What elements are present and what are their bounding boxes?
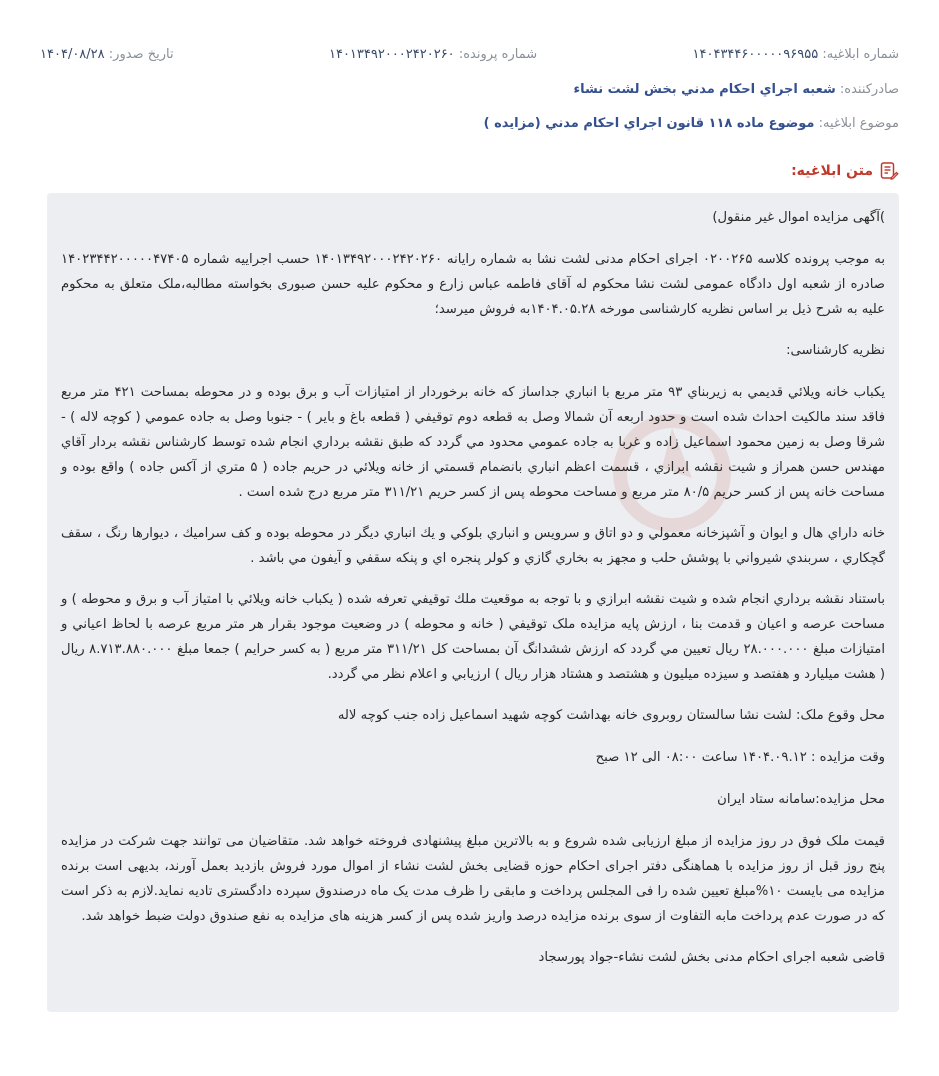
body-paragraph: به موجب پرونده کلاسه ۰۲۰۰۲۶۵ اجرای احکام مدنی لشت نشا به شماره رایانه ۱۴۰۱۳۴۹۲۰۰۰۲۴۲۰۲۶۰ حسب اجراییه شماره ۱۴۰۲۳۴۴۲۰۰۰۰۰۴۷۴۰۵ صادره از شعبه اول دادگاه عمومی لشت نشا محکوم له آقای فاطمه عباس زارع و محکوم علیه حسن صبوری بخواسته مطالبه،ملک متعلق به محکوم علیه به شرح ذیل بر اساس نظریه کارشناسی مورخه ۱۴۰۴.۰۵.۲۸به فروش میرسد؛	[61, 252, 885, 317]
body-paragraph: محل وقوع ملک: لشت نشا سالستان روبروی خانه بهداشت کوچه شهید اسماعیل زاده جنب کوچه لاله	[337, 708, 885, 723]
notice-number-value: ۱۴۰۴۳۴۴۶۰۰۰۰۰۹۶۹۵۵	[692, 47, 819, 62]
subject-label: موضوع ابلاغيه:	[818, 116, 899, 131]
issuer-label: صادرکننده:	[839, 82, 899, 97]
document-edit-icon	[879, 161, 899, 181]
body-paragraph: قیمت ملک فوق در روز مزایده از مبلغ ارزیابی شده شروع و به بالاترین مبلغ پیشنهادی فروخته خواهد شد. متقاضیان می توانند جهت شرکت در مزایده پنج روز قبل از روز مزایده با هماهنگی دفتر اجرای احکام حوزه قضایی بخش لشت نشاء از اموال مورد فروش بازدید بعمل آورند، بدیهی است برنده مزایده می بایست ۱۰%مبلغ تعیین شده را فی المجلس پرداخت و مابقی را ظرف مدت یک ماه درصندوق سپرده دادگستری تادیه نماید.لازم به ذکر است که در صورت عدم پرداخت مابه التفاوت از سوی برنده مزایده درصد واریز شده پس از کسر هزینه های مزایده به نفع صندوق دولت ضبط خواهد شد.	[61, 834, 885, 924]
issuer-row	[40, 80, 899, 100]
case-number-label: شماره پرونده:	[458, 47, 538, 62]
body-paragraph: يکباب خانه ويلائي قديمي به زيربناي ۹۳ متر مربع با انباري جداساز که خانه برخوردار از امتيازات آب و برق بوده و در محوطه بمساحت ۴۲۱ متر مربع فاقد سند مالکيت احداث شده است و حدود اربعه آن شمالا وصل به قطعه دوم توقيفي ( قطعه باغ و باير ) - جنوبا وصل به جاده عمومي ( کوچه لاله ) - شرقا وصل به زمين محمود اسماعيل زاده و غربا به جاده عمومي محدود مي گردد که طبق نقشه برداري انجام شده توسط کارشناس نقشه بردار آقاي مهندس حسن همراز و شيت نقشه ابرازي ، قسمت اعظم انباري بانضمام قسمتي از خانه ويلائي در حريم جاده ( ۵ متري از آکس جاده ) واقع بوده و مساحت خانه پس از کسر حريم ۸۰/۵ متر مربع و مساحت محوطه پس از کسر حريم ۳۱۱/۲۱ متر مربع درج شده است .	[61, 385, 885, 500]
body-paragraph-heading: )آگهی مزایده اموال غیر منقول)	[712, 210, 885, 225]
case-number-value: ۱۴۰۱۳۴۹۲۰۰۰۲۴۲۰۲۶۰	[328, 47, 455, 62]
body-signature: قاضی شعبه اجرای احکام مدنی بخش لشت نشاء-جواد پورسجاد	[538, 950, 885, 965]
subject-row	[40, 114, 899, 134]
issue-date	[40, 45, 174, 65]
body-paragraph: وقت مزایده : ۱۴۰۴.۰۹.۱۲ ساعت ۰۸:۰۰ الی ۱۲ صبح	[595, 750, 885, 765]
notice-meta-row	[40, 45, 899, 65]
body-paragraph: خانه داراي هال و ايوان و آشپزخانه معمولي و دو اتاق و سرويس و انباري بلوکي و يك انباري ديگر در محوطه بوده و کف سراميك ، ديوارها رنگ ، سقف گچکاري ، سربندي شيرواني با پوشش حلب و مجهز به بخاري گازي و کولر پنجره اي و پنکه سقفي و آيفون مي باشد .	[61, 526, 885, 566]
subject-value: موضوع ماده ۱۱۸ قانون اجراي احکام مدني (مزايده )	[483, 116, 815, 131]
body-paragraph: باستناد نقشه برداري انجام شده و شيت نقشه ابرازي و با توجه به موقعيت ملك توقيفي تعرفه شده ( يکباب خانه ويلائي با امتياز آب و برق و محوطه ) و مساحت عرصه و اعيان و قدمت بنا ، ارزش پايه مزايده ملک توقيفي ( خانه و محوطه ) در وضعيت موجود بقرار هر متر مربع عرصه با لحاظ اعياني و امتيازات مبلغ ۲۸.۰۰۰.۰۰۰ ريال تعيين مي گردد که ارزش ششدانگ آن بمساحت کل ۳۱۱/۲۱ متر مربع ( به کسر حرايم ) جمعا مبلغ ۸.۷۱۳.۸۸۰.۰۰۰ ريال ( هشت ميليارد و هفتصد و سيزده ميليون و هشتصد و هشتاد هزار ريال ) ارزيابي و اعلام نظر مي گردد.	[61, 592, 885, 682]
body-paragraph: محل مزایده:سامانه ستاد ایران	[717, 792, 885, 807]
notice-number	[693, 45, 899, 65]
notice-number-label: شماره ابلاغيه:	[822, 47, 899, 62]
notice-text-heading	[791, 161, 899, 181]
case-number	[329, 45, 537, 65]
body-paragraph: نظریه کارشناسی:	[786, 343, 885, 358]
issuer-value: شعبه اجراي احکام مدني بخش لشت نشاء	[573, 82, 836, 97]
notice-body-panel	[47, 193, 899, 1012]
issue-date-label: تاريخ صدور:	[108, 47, 174, 62]
notice-text-title: متن ابلاغيه:	[791, 163, 873, 179]
issue-date-value: ۱۴۰۴/۰۸/۲۸	[40, 47, 105, 62]
